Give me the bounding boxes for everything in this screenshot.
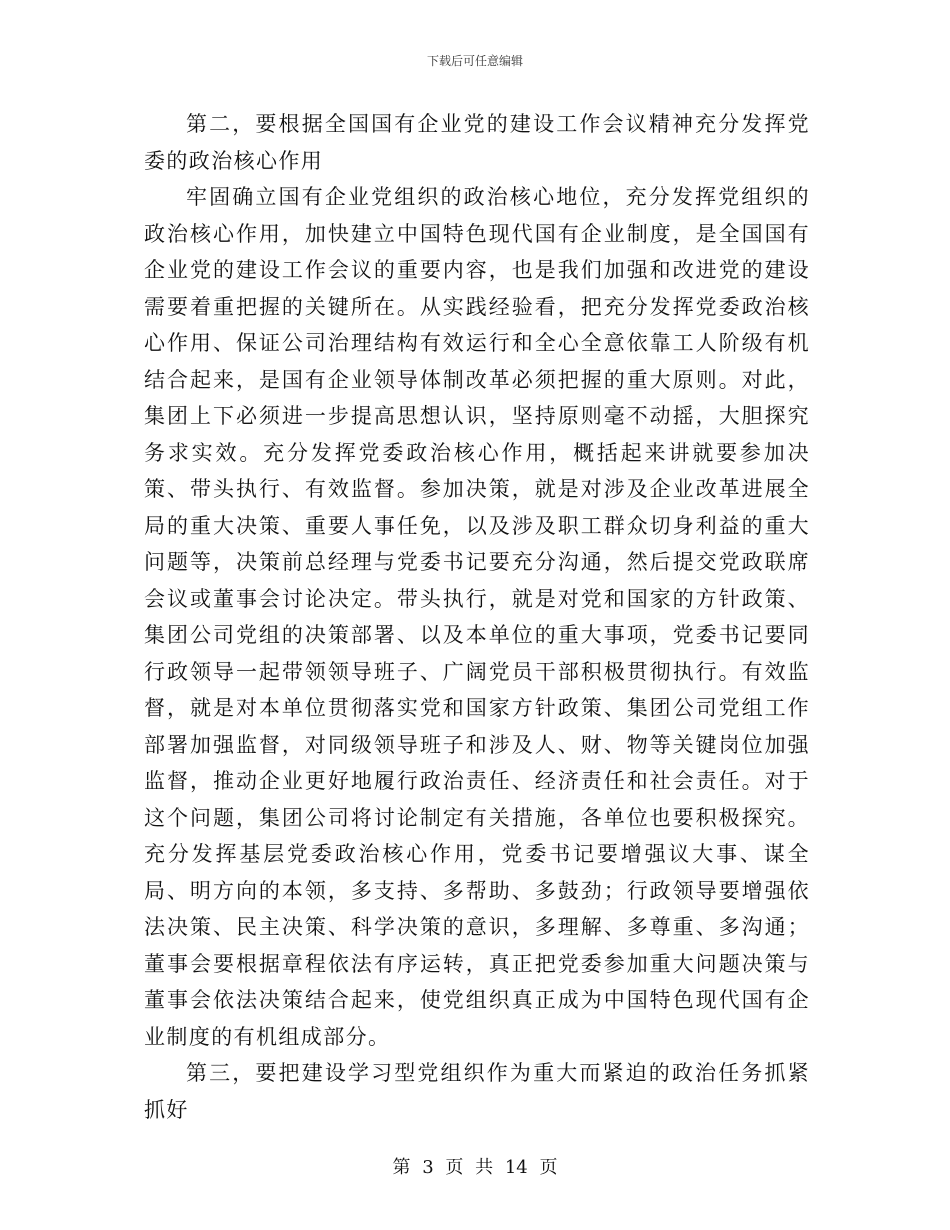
body-paragraph: 牢固确立国有企业党组织的政治核心地位，充分发挥党组织的政治核心作用，加快建立中国特色现代国有企业制度，是全国国有企业党的建设工作会议的重要内容，也是我们加强和改进党的建设需要着重把握的关键所在。从实践经验看，把充分发挥党委政治核心作用、保证公司治理结构有效运行和全心全意依靠工人阶级有机结合起来，是国有企业领导体制改革必须把握的重大原则。对此，集团上下必须进一步提高思想认识，坚持原则毫不动摇，大胆探究务求实效。充分发挥党委政治核心作用，概括起来讲就要参加决策、带头执行、有效监督。参加决策，就是对涉及企业改革进展全局的重大决策、重要人事任免，以及涉及职工群众切身利益的重大问题等，决策前总经理与党委书记要充分沟通，然后提交党政联席会议或董事会讨论决定。带头执行，就是对党和国家的方针政策、集团公司党组的决策部署、以及本单位的重大事项，党委书记要同行政领导一起带领领导班子、广阔党员干部积极贯彻执行。有效监督，就是对本单位贯彻落实党和国家方针政策、集团公司党组工作部署加强监督，对同级领导班子和涉及人、财、物等关键岗位加强监督，推动企业更好地履行政治责任、经济责任和社会责任。对于这个问题，集团公司将讨论制定有关措施，各单位也要积极探究。充分发挥基层党委政治核心作用，党委书记要增强议大事、谋全局、明方向的本领，多支持、多帮助、多鼓劲；行政领导要增强依法决策、民主决策、科学决策的意识，多理解、多尊重、多沟通；董事会要根据章程依法有序运转，真正把党委参加重大问题决策与董事会依法决策结合起来，使党组织真正成为中国特色现代国有企业制度的有机组成部分。 — [144, 185, 810, 1049]
page-number: 第 3 页 共 14 页 — [392, 1157, 558, 1178]
section-heading-second: 第二，要根据全国国有企业党的建设工作会议精神充分发挥党委的政治核心作用 — [144, 112, 810, 173]
document-body — [144, 106, 810, 1128]
section-heading-third: 第三，要把建设学习型党组织作为重大而紧迫的政治任务抓紧抓好 — [144, 1061, 810, 1122]
page-header: 下载后可任意编辑 — [426, 54, 523, 68]
